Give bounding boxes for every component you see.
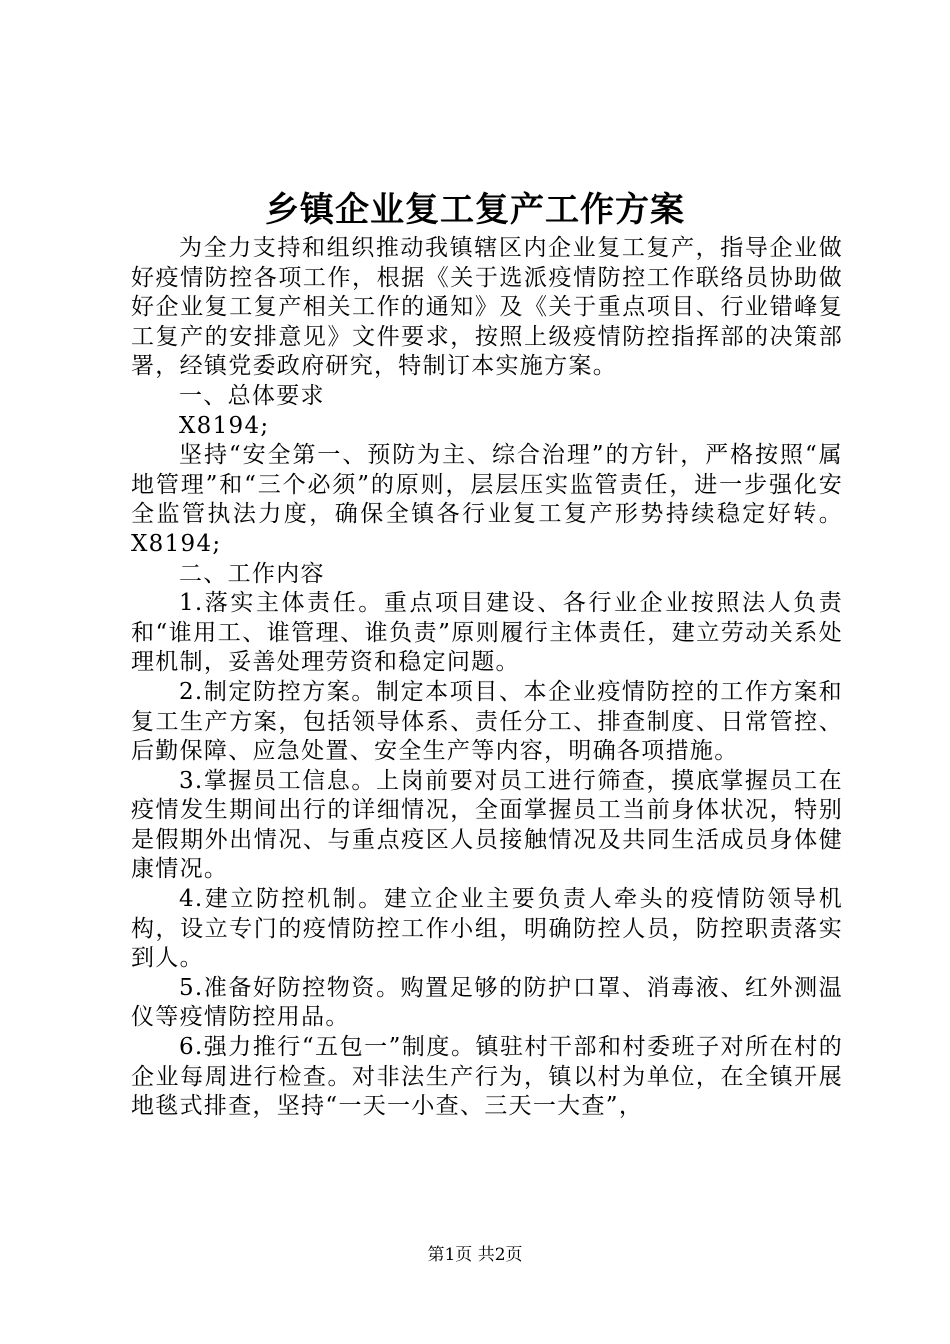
page-footer: 第1页 共2页 xyxy=(427,1245,523,1265)
paragraph-item-2: 2.制定防控方案。制定本项目、本企业疫情防控的工作方案和复工生产方案，包括领导体系、责任分工、排查制度、日常管控、后勤保障、应急处置、安全生产等内容，明确各项措施。 xyxy=(131,678,843,765)
paragraph-principles: 坚持“安全第一、预防为主、综合治理”的方针，严格按照“属地管理”和“三个必须”的原则，层层压实监管责任，进一步强化安全监管执法力度，确保全镇各行业复工复产形势持续稳定好转。X8194; xyxy=(131,442,843,557)
paragraph-item-3: 3.掌握员工信息。上岗前要对员工进行筛查，摸底掌握员工在疫情发生期间出行的详细情况，全面掌握员工当前身体状况，特别是假期外出情况、与重点疫区人员接触情况及共同生活成员身体健康情况。 xyxy=(131,767,843,883)
paragraph-item-4: 4.建立防控机制。建立企业主要负责人牵头的疫情防领导机构，设立专门的疫情防控工作小组，明确防控人员，防控职责落实到人。 xyxy=(131,886,843,972)
paragraph-item-6: 6.强力推行“五包一”制度。镇驻村干部和村委班子对所在村的企业每周进行检查。对非法生产行为，镇以村为单位，在全镇开展地毯式排查，坚持“一天一小查、三天一大查”， xyxy=(131,1034,843,1120)
paragraph-code: X8194; xyxy=(179,412,270,439)
section-heading-general-requirements: 一、总体要求 xyxy=(179,382,325,409)
document-body xyxy=(131,234,843,1122)
paragraph-intro: 为全力支持和组织推动我镇辖区内企业复工复产，指导企业做好疫情防控各项工作，根据《关于选派疫情防控工作联络员协助做好企业复工复产相关工作的通知》及《关于重点项目、行业错峰复工复产的安排意见》文件要求，按照上级疫情防控指挥部的决策部署，经镇党委政府研究，特制订本实施方案。 xyxy=(131,235,843,380)
paragraph-item-1: 1.落实主体责任。重点项目建设、各行业企业按照法人负责和“谁用工、谁管理、谁负责”原则履行主体责任，建立劳动关系处理机制，妥善处理劳资和稳定问题。 xyxy=(131,590,843,676)
section-heading-work-content: 二、工作内容 xyxy=(179,560,325,587)
paragraph-item-5: 5.准备好防控物资。购置足够的防护口罩、消毒液、红外测温仪等疫情防控用品。 xyxy=(131,974,843,1031)
document-title: 乡镇企业复工复产工作方案 xyxy=(265,190,685,230)
